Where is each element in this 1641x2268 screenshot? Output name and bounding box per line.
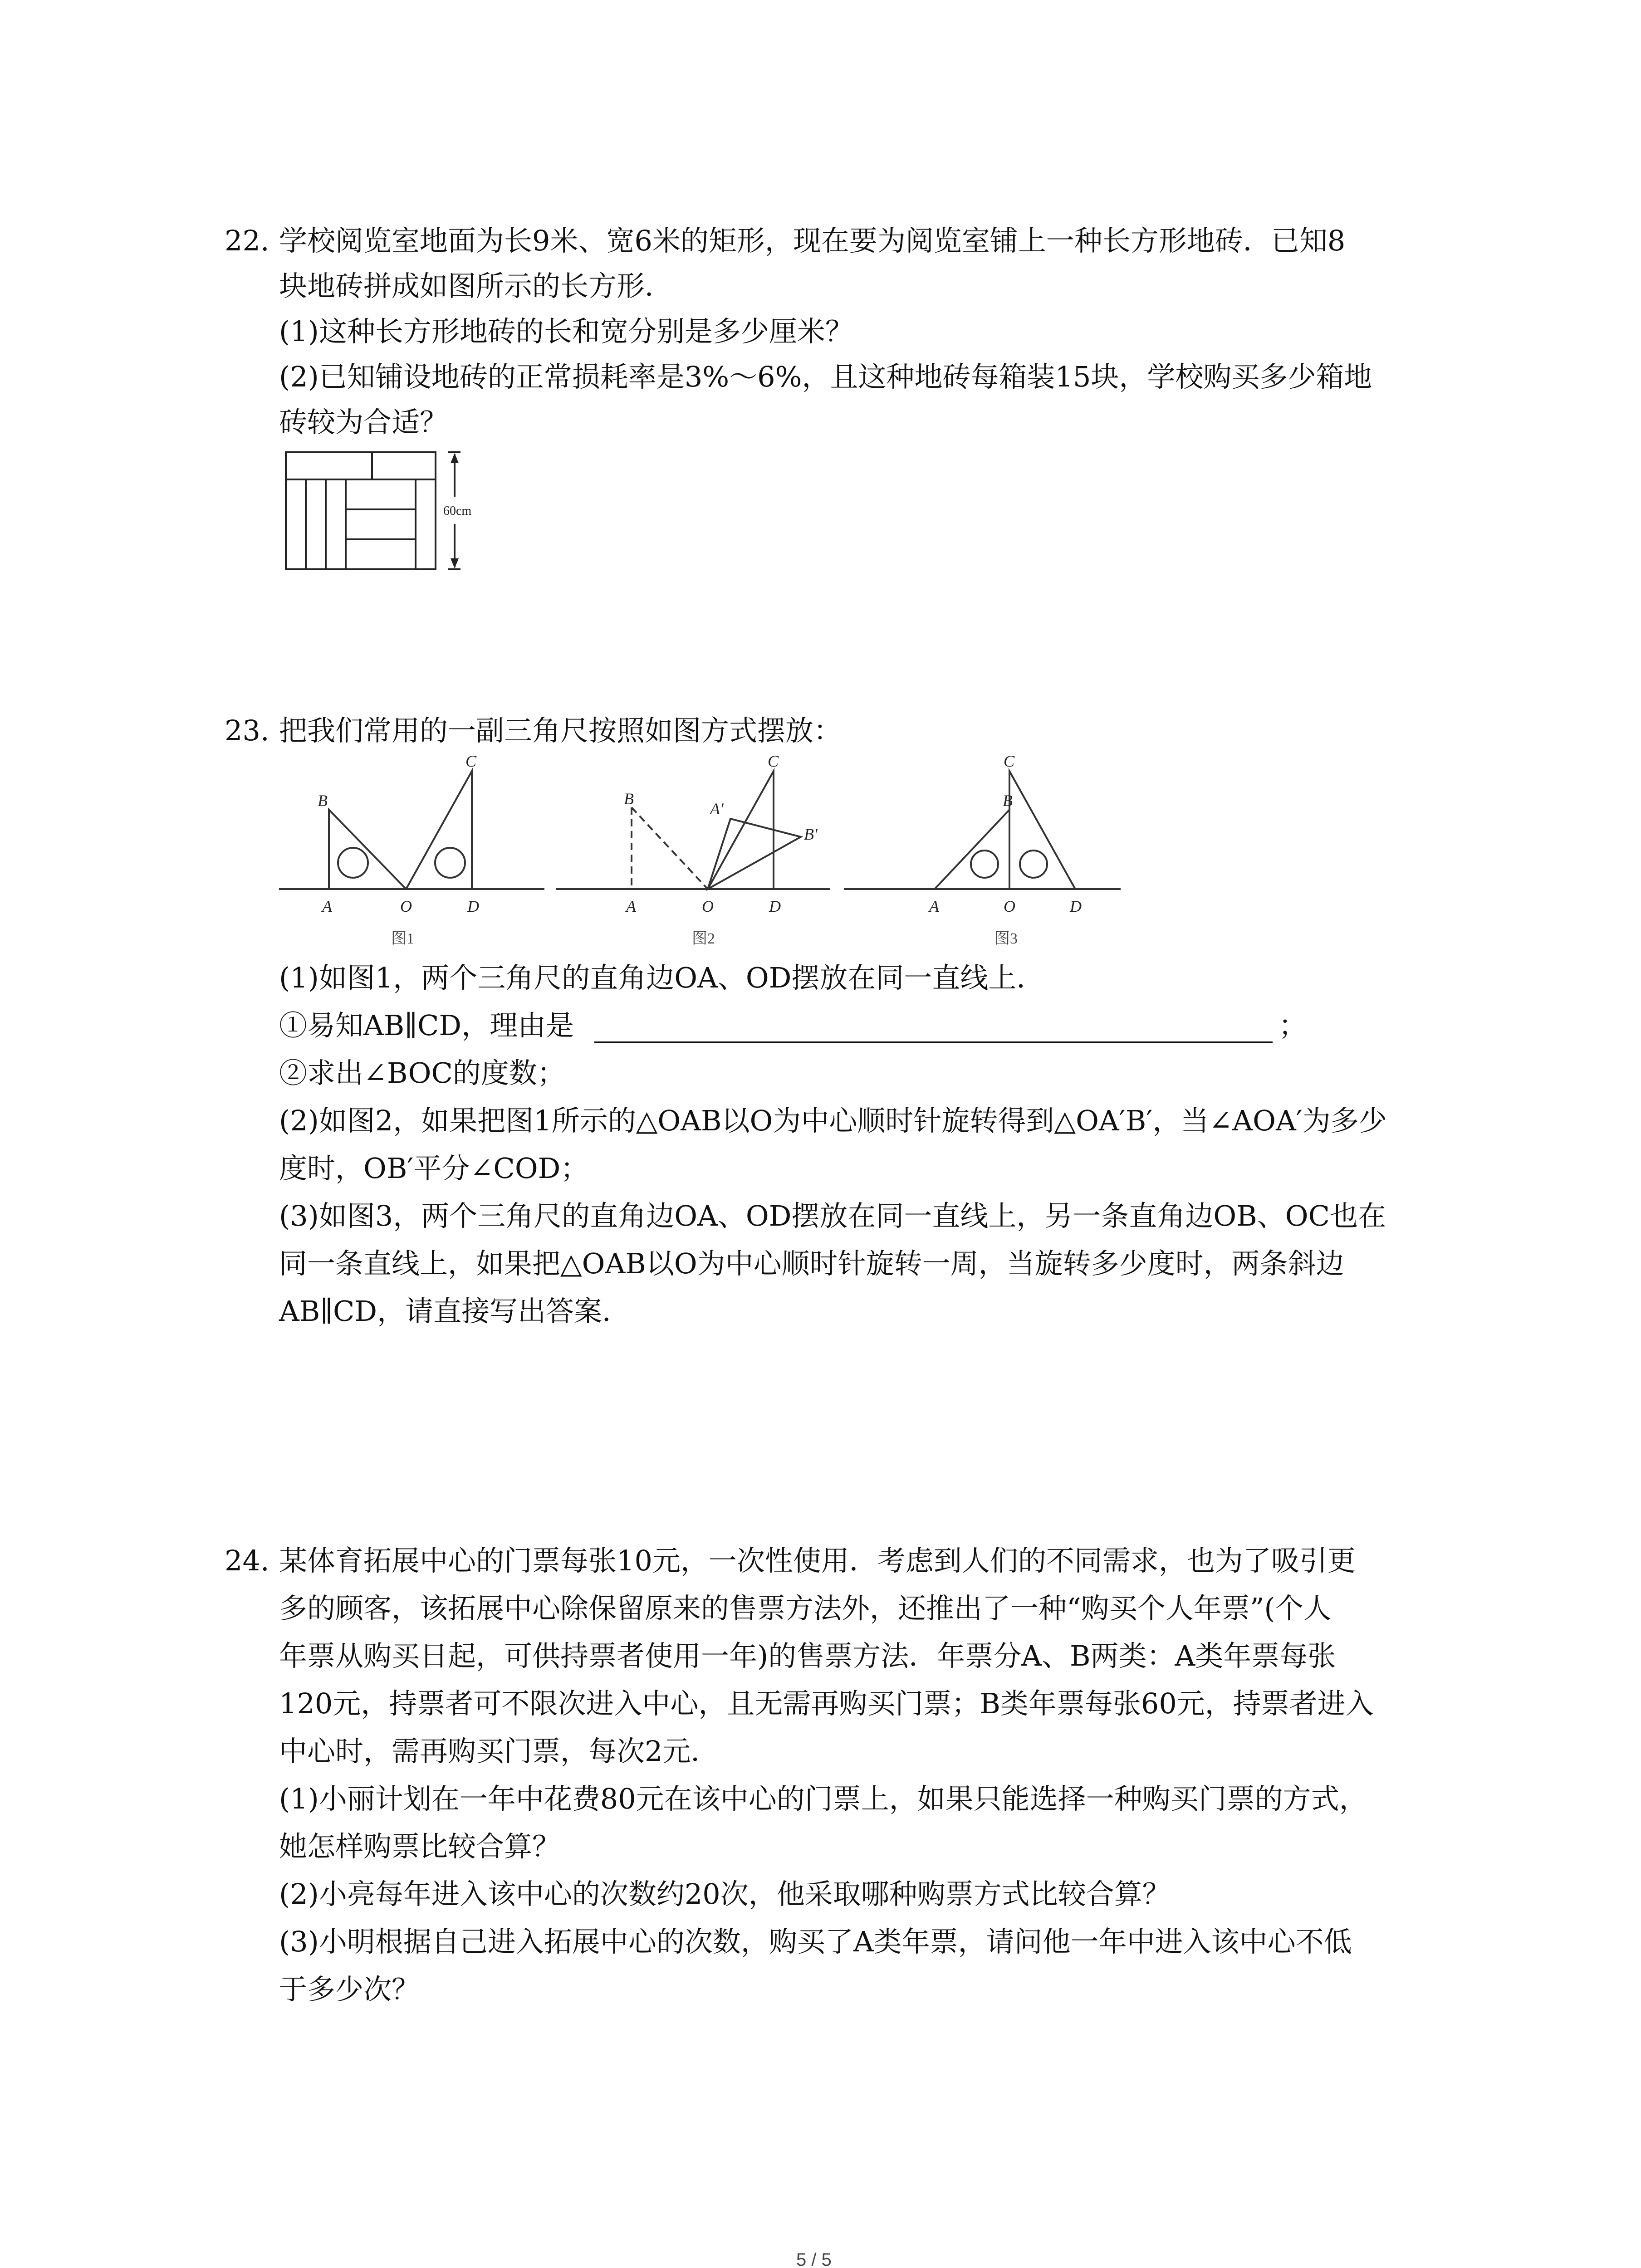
q23-line-7: (3)如图3，两个三角尺的直角边OA、OD摆放在同一直线上，另一条直角边OB、OC也在 — [279, 1199, 1386, 1232]
fig3-label-b: B — [1003, 792, 1013, 810]
fig2-label-o: O — [702, 897, 714, 915]
fig3-caption: 图3 — [994, 930, 1018, 947]
fig1-label-o: O — [400, 897, 412, 915]
q24-line-6: (1)小丽计划在一年中花费80元在该中心的门票上，如果只能选择一种购买门票的方式， — [279, 1782, 1367, 1815]
fig3-label-o: O — [1004, 897, 1015, 915]
q24-line-9: (3)小明根据自己进入拓展中心的次数，购买了A类年票，请问他一年中进入该中心不低 — [279, 1925, 1352, 1958]
q23-line-8: 同一条直线上，如果把△OAB以O为中心顺时针旋转一周，当旋转多少度时，两条斜边 — [279, 1247, 1344, 1280]
q22-figure-label: 60cm — [443, 504, 472, 518]
q24-line-3: 年票从购买日起，可供持票者使用一年)的售票方法．年票分A、B两类：A类年票每张 — [279, 1639, 1336, 1672]
fig2-label-a-prime: A′ — [710, 800, 724, 818]
q23-line-3-end: ； — [1279, 1009, 1307, 1042]
q23-figures — [272, 751, 1134, 955]
fig2-label-d: D — [769, 897, 781, 915]
q23-line-3: ①易知AB∥CD，理由是 — [279, 1009, 574, 1042]
q23-line-1: 把我们常用的一副三角尺按照如图方式摆放： — [279, 714, 842, 747]
q22-line-2: 块地砖拼成如图所示的长方形． — [279, 269, 673, 303]
q23-line-2: (1)如图1，两个三角尺的直角边OA、OD摆放在同一直线上． — [279, 961, 1045, 994]
q24-line-1: 某体育拓展中心的门票每张10元，一次性使用．考虑到人们的不同需求，也为了吸引更 — [279, 1544, 1356, 1577]
fig3-label-a: A — [929, 897, 939, 915]
q23-answer-blank[interactable] — [594, 1041, 1273, 1043]
page-number: 5 / 5 — [796, 2250, 832, 2268]
q23-line-9: AB∥CD，请直接写出答案． — [279, 1295, 631, 1328]
fig1-label-d: D — [467, 897, 479, 915]
q23-line-5: (2)如图2，如果把图1所示的△OAB以O为中心顺时针旋转得到△OA′B′，当∠AOA′为多少 — [279, 1104, 1387, 1137]
q24-line-4: 120元，持票者可不限次进入中心，且无需再购买门票；B类年票每张60元，持票者进入 — [279, 1687, 1374, 1720]
q24-line-10: 于多少次？ — [279, 1973, 420, 2006]
q24-line-8: (2)小亮每年进入该中心的次数约20次，他采取哪种购票方式比较合算？ — [279, 1877, 1171, 1911]
fig1-caption: 图1 — [391, 930, 414, 947]
q24-number: 24. — [225, 1544, 269, 1577]
q22-line-5: 砖较为合适？ — [279, 406, 448, 439]
fig2-label-c: C — [768, 752, 779, 770]
q22-line-3: (1)这种长方形地砖的长和宽分别是多少厘米？ — [279, 315, 853, 348]
q24-line-5: 中心时，需再购买门票，每次2元． — [279, 1735, 719, 1768]
fig2-caption: 图2 — [692, 930, 715, 947]
q23-number: 23. — [225, 714, 269, 747]
fig2-label-a: A — [626, 897, 636, 915]
fig3-label-c: C — [1004, 752, 1015, 770]
q22-line-4: (2)已知铺设地砖的正常损耗率是3%～6%，且这种地砖每箱装15块，学校购买多少箱地 — [279, 360, 1372, 393]
q22-number: 22. — [225, 224, 269, 257]
fig3-label-d: D — [1070, 897, 1082, 915]
q24-line-7: 她怎样购票比较合算？ — [279, 1830, 561, 1863]
q22-tile-figure — [277, 447, 531, 574]
fig1-label-b: B — [318, 792, 328, 810]
q23-line-4: ②求出∠BOC的度数； — [279, 1056, 565, 1090]
q23-line-6: 度时，OB′平分∠COD； — [279, 1152, 589, 1185]
fig1-label-a: A — [322, 897, 332, 915]
q22-line-1: 学校阅览室地面为长9米、宽6米的矩形，现在要为阅览室铺上一种长方形地砖．已知8 — [279, 224, 1346, 257]
fig1-label-c: C — [465, 752, 477, 770]
fig2-label-b: B — [624, 790, 634, 808]
fig2-label-b-prime: B′ — [804, 825, 818, 843]
q24-line-2: 多的顾客，该拓展中心除保留原来的售票方法外，还推出了一种“购买个人年票”(个人 — [279, 1592, 1332, 1625]
